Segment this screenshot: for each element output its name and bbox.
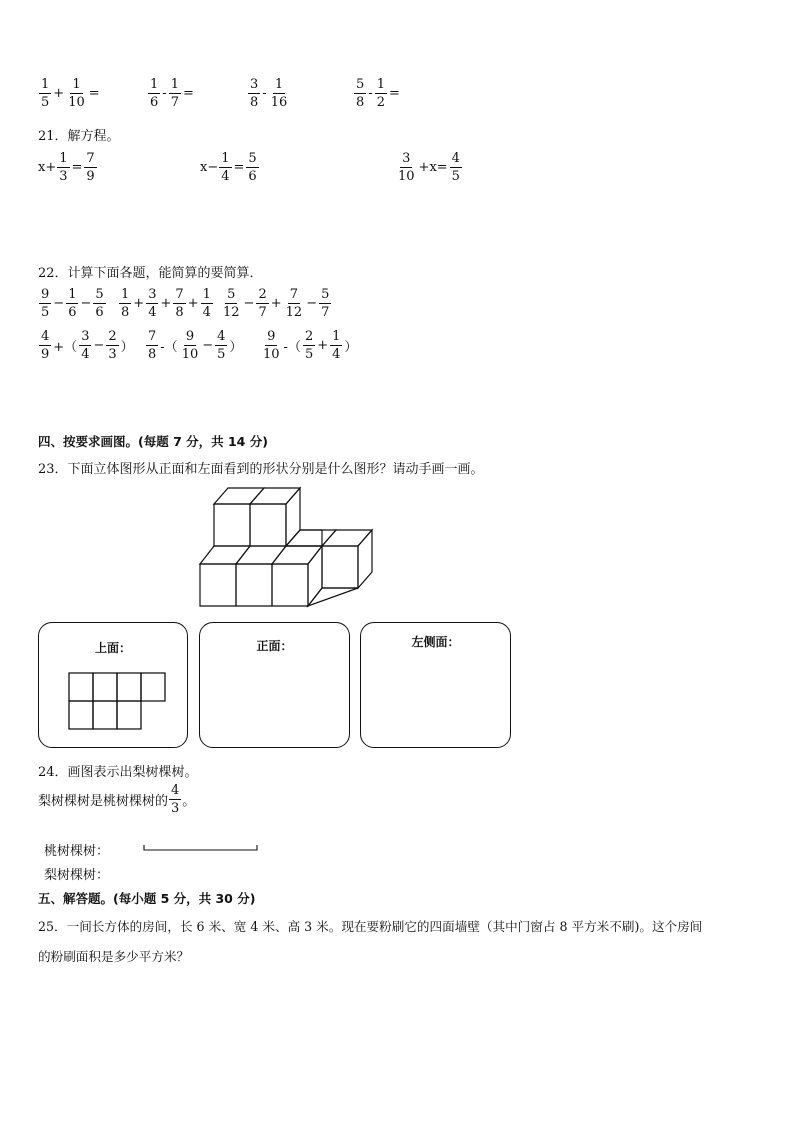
peach-label: 桃树棵树：	[44, 844, 110, 859]
q22-r2-expr1: $\frac{4}{9}$ +（ $\frac{3}{4}$ − $\frac{2}{3}$ ）	[41, 329, 134, 362]
q22-title: 22．计算下面各题，能简算的要简算．	[38, 266, 263, 281]
q21-eq3: $\frac{3}{10}$ +x= $\frac{4}{5}$	[398, 151, 460, 184]
top-view-grid	[67, 671, 169, 733]
top-expr-3: $\frac{3}{8}$ - $\frac{1}{16}$	[250, 77, 288, 110]
peach-segment	[142, 843, 260, 853]
q24-statement: 梨树棵树是桃树棵树的 $\frac{4}{3}$ 。	[38, 783, 196, 816]
panel-left-view-title: 左侧面：	[411, 635, 460, 649]
panel-top-view-title: 上面：	[94, 641, 131, 655]
cube-figure	[190, 480, 390, 615]
q22-r1-expr1: $\frac{9}{5}$ − $\frac{1}{6}$ − $\frac{5}{6}$	[41, 287, 104, 320]
q25-line1: 25．一间长方体的房间，长 6 米、宽 4 米、高 3 米。现在要粉刷它的四面墙壁（其中门窗占 8 平方米不刷)。这个房间	[38, 919, 703, 934]
q21-eq2: x− $\frac{1}{4}$ = $\frac{5}{6}$	[200, 151, 257, 184]
q22-r2-expr3: $\frac{9}{10}$ -（ $\frac{2}{5}$ + $\frac{1}{4}$ ）	[263, 329, 358, 362]
top-expr-2: $\frac{1}{6}$ - $\frac{1}{7}$ =	[150, 77, 194, 110]
top-expr-1: $\frac{1}{5}$ + $\frac{1}{10}$ =	[41, 77, 100, 110]
pear-label: 梨树棵树：	[44, 868, 110, 883]
q22-r1-expr3: $\frac{5}{12}$ − $\frac{2}{7}$ + $\frac{7}{12}$ − $\frac{5}{7}$	[223, 287, 330, 320]
cube-back-right	[286, 530, 372, 588]
top-expr-4: $\frac{5}{8}$ - $\frac{1}{2}$ =	[356, 77, 400, 110]
q22-r2-expr2: $\frac{7}{8}$ -（ $\frac{9}{10}$ − $\frac{4}{5}$ ）	[148, 329, 243, 362]
panel-front-view-title: 正面：	[256, 639, 293, 653]
q22-r1-expr2: $\frac{1}{8}$ + $\frac{3}{4}$ + $\frac{7}{8}$ + $\frac{1}{4}$	[121, 287, 211, 320]
cube-front-3	[272, 546, 358, 606]
q21-title: 21．解方程。	[38, 129, 120, 144]
q24-title: 24．画图表示出梨树棵树。	[38, 765, 198, 780]
panel-left-view[interactable]	[360, 622, 511, 748]
q23-title: 23．下面立体图形从正面和左面看到的形状分别是什么图形？请动手画一画。	[38, 462, 484, 477]
cube-top-2	[250, 488, 300, 546]
panel-top-view	[38, 622, 188, 748]
section-4-heading: 四、按要求画图。(每题 7 分，共 14 分)	[38, 434, 268, 449]
q25-line2: 的粉刷面积是多少平方米？	[38, 949, 190, 964]
q21-eq1: x+ $\frac{1}{3}$ = $\frac{7}{9}$	[38, 151, 95, 184]
section-5-heading: 五、解答题。(每小题 5 分，共 30 分)	[38, 891, 256, 906]
panel-front-view[interactable]	[199, 622, 350, 748]
